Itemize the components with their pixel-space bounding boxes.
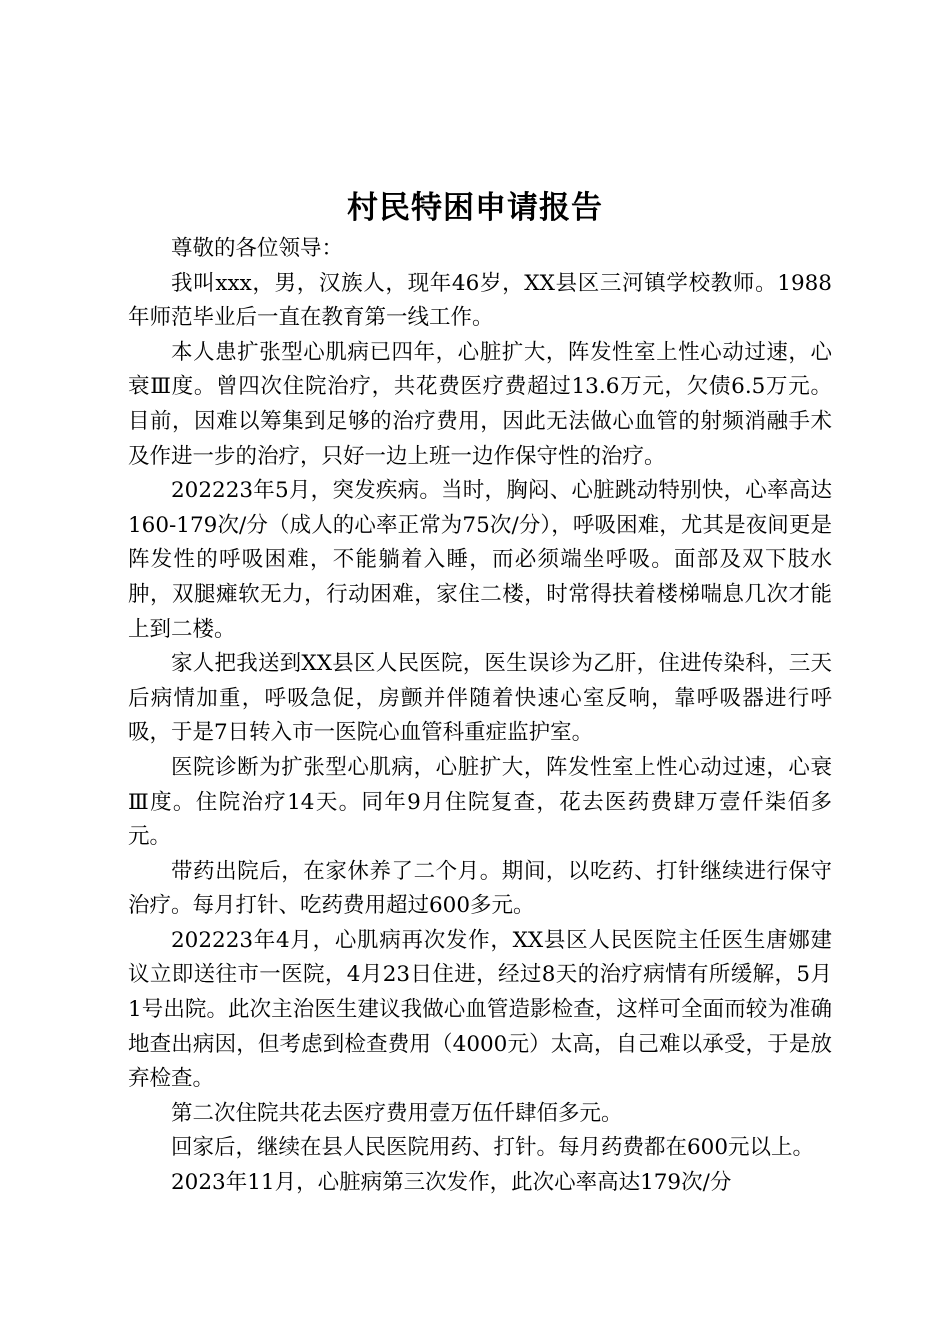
document-body <box>128 232 832 1201</box>
paragraph-10: 2023年11月，心脏病第三次发作，此次心率高达179次/分 <box>171 1170 732 1196</box>
paragraph-7: 202223年4月，心肌病再次发作，XX县区人民医院主任医生唐娜建议立即送往市一医院，4月23日住进，经过8天的治疗病情有所缓解，5月1号出院。此次主治医生建议我做心血管造影检查，这样可全面而较为准确地查出病因，但考虑到检查费用（4000元）太高，自己难以承受，于是放弃检查。 <box>128 927 832 1092</box>
document-title: 村民特困申请报告 <box>347 190 603 226</box>
paragraph-1: 我叫xxx，男，汉族人，现年46岁，XX县区三河镇学校教师。1988年师范毕业后一直在教育第一线工作。 <box>128 270 832 331</box>
paragraph-9: 回家后，继续在县人民医院用药、打针。每月药费都在600元以上。 <box>171 1135 815 1161</box>
paragraph-3: 202223年5月，突发疾病。当时，胸闷、心脏跳动特别快，心率高达160-179次/分（成人的心率正常为75次/分），呼吸困难，尤其是夜间更是阵发性的呼吸困难，不能躺着入睡，而必须端坐呼吸。面部及双下肢水肿，双腿瘫软无力，行动困难，家住二楼，时常得扶着楼梯喘息几次才能上到二楼。 <box>128 478 832 642</box>
paragraph-6: 带药出院后，在家休养了二个月。期间，以吃药、打针继续进行保守治疗。每月打针、吃药费用超过600多元。 <box>128 858 832 919</box>
paragraph-8: 第二次住院共花去医疗费用壹万伍仟肆佰多元。 <box>171 1100 623 1126</box>
salutation: 尊敬的各位领导： <box>171 236 344 261</box>
paragraph-5: 医院诊断为扩张型心肌病，心脏扩大，阵发性室上性心动过速，心衰Ⅲ度。住院治疗14天。同年9月住院复查，花去医药费肆万壹仟柒佰多元。 <box>128 754 832 850</box>
paragraph-2: 本人患扩张型心肌病已四年，心脏扩大，阵发性室上性心动过速，心衰Ⅲ度。曾四次住院治疗，共花费医疗费超过13.6万元，欠债6.5万元。目前，因难以筹集到足够的治疗费用，因此无法做心血管的射频消融手术及作进一步的治疗，只好一边上班一边作保守性的治疗。 <box>128 339 832 469</box>
paragraph-4: 家人把我送到XX县区人民医院，医生误诊为乙肝，住进传染科，三天后病情加重，呼吸急促，房颤并伴随着快速心室反响，靠呼吸器进行呼吸，于是7日转入市一医院心血管科重症监护室。 <box>128 651 832 746</box>
